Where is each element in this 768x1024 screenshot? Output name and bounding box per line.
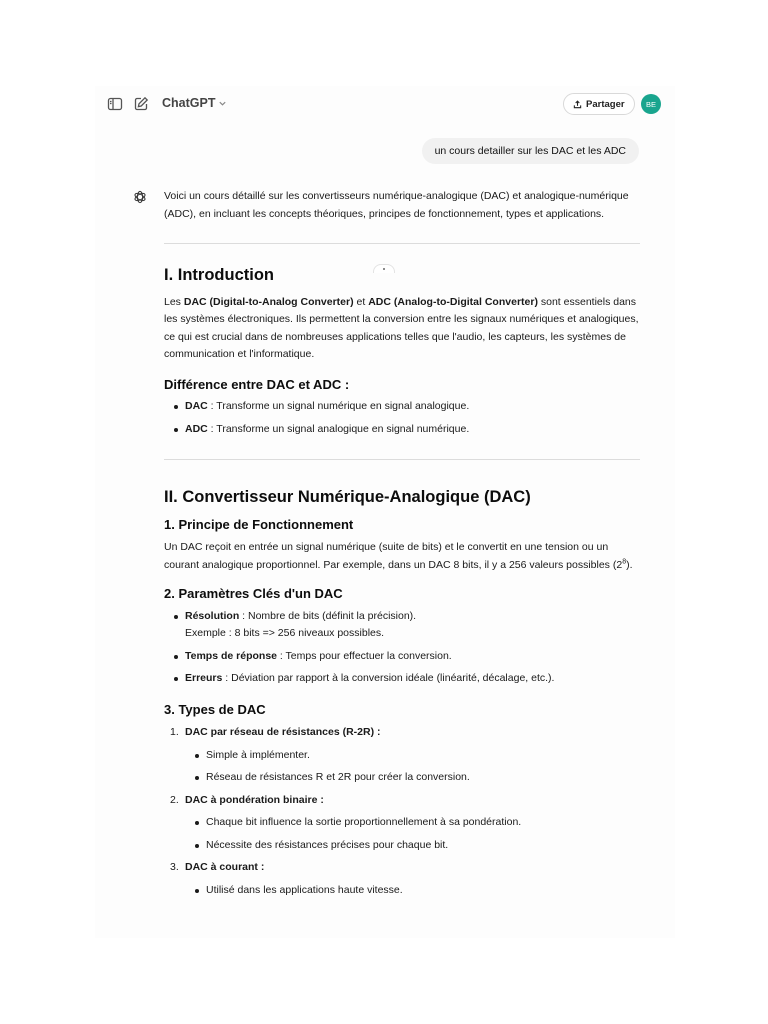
section-title-dac: II. Convertisseur Numérique-Analogique (DAC)	[164, 488, 531, 506]
text: Un DAC reçoit en entrée un signal numérique (suite de bits) et le convertit en une tension ou un courant analogique proportionnel. Par exemple, dans un DAC 8 bits, il y a 256 valeurs possibles (2	[164, 541, 623, 571]
sub-list	[185, 814, 640, 854]
type-name: DAC par réseau de résistances (R-2R) :	[185, 726, 381, 738]
definition: : Transforme un signal numérique en signal analogique.	[207, 400, 470, 412]
list-item: Utilisé dans les applications haute vitesse.	[185, 882, 640, 900]
item-number: 1.	[170, 726, 179, 738]
model-selector[interactable]	[162, 96, 227, 110]
avatar[interactable]: BE	[641, 94, 661, 114]
subsection-title-difference: Différence entre DAC et ADC :	[164, 376, 350, 392]
scroll-to-bottom-button[interactable]	[373, 264, 395, 273]
share-button[interactable]	[563, 93, 635, 115]
list-item	[164, 792, 640, 855]
list-item: Simple à implémenter.	[185, 747, 640, 765]
term: ADC	[185, 422, 208, 435]
list-item	[164, 608, 640, 643]
subsection-title-types: 3. Types de DAC	[164, 701, 266, 717]
term: Temps de réponse	[185, 649, 277, 662]
list-item: Réseau de résistances R et 2R pour créer la conversion.	[185, 769, 640, 787]
item-number: 2.	[170, 793, 179, 806]
definition: : Déviation par rapport à la conversion idéale (linéarité, décalage, etc.).	[222, 672, 555, 684]
share-icon	[573, 100, 582, 109]
term: Résolution	[185, 609, 240, 622]
type-name: DAC à pondération binaire :	[185, 793, 324, 806]
model-name-label: ChatGPT	[162, 96, 216, 110]
list-item	[164, 859, 640, 899]
assistant-message	[164, 188, 640, 899]
item-number: 3.	[170, 861, 179, 873]
principle-paragraph	[164, 539, 640, 574]
user-message: un cours detailler sur les DAC et les ADC	[422, 138, 639, 164]
subsection-title-principle: 1. Principe de Fonctionnement	[164, 516, 354, 532]
dac-types-list	[164, 724, 640, 899]
section-title-introduction: I. Introduction	[164, 266, 274, 284]
sub-list	[185, 882, 640, 900]
top-bar	[95, 86, 675, 122]
definition: : Nombre de bits (définit la précision).	[239, 609, 417, 622]
list-item	[164, 724, 640, 787]
term: Erreurs	[185, 672, 223, 684]
chevron-down-icon	[218, 99, 227, 108]
divider	[164, 459, 640, 460]
text: sont essentiels dans les systèmes électroniques. Ils permettent la conversion entre les signaux numériques et analogiques, ce qui est crucial dans de nombreuses applications telles que l'audio, les capteurs, les systèmes de communication et l'informatique.	[164, 295, 639, 360]
chatgpt-logo-icon	[133, 190, 147, 204]
divider	[164, 243, 640, 244]
type-name: DAC à courant :	[185, 861, 265, 873]
text: Les	[164, 295, 184, 308]
intro-paragraph: Voici un cours détaillé sur les convertisseurs numérique-analogique (DAC) et analogique-numérique (ADC), en incluant les concepts théoriques, principes de fonctionnement, types et applications.	[164, 190, 629, 220]
list-item: Nécessite des résistances précises pour chaque bit.	[185, 837, 640, 855]
text: et	[353, 295, 369, 308]
introduction-paragraph	[164, 294, 640, 364]
subsection-title-parameters: 2. Paramètres Clés d'un DAC	[164, 586, 343, 601]
difference-list	[164, 398, 640, 438]
bold-text: ADC (Analog-to-Digital Converter)	[368, 295, 538, 308]
new-chat-icon[interactable]	[133, 96, 149, 112]
list-item	[164, 670, 640, 688]
definition: : Transforme un signal analogique en signal numérique.	[207, 422, 470, 435]
list-item	[164, 421, 640, 439]
list-item: Chaque bit influence la sortie proportionnellement à sa pondération.	[185, 814, 640, 832]
text: ).	[626, 558, 633, 571]
dot-icon	[383, 268, 385, 270]
sub-list	[185, 747, 640, 787]
parameters-list	[164, 608, 640, 688]
example-text: Exemple : 8 bits => 256 niveaux possibles.	[185, 627, 385, 639]
definition: : Temps pour effectuer la conversion.	[277, 649, 452, 662]
list-item	[164, 648, 640, 666]
term: DAC	[185, 400, 208, 412]
chat-screen	[95, 86, 675, 938]
share-label: Partager	[586, 98, 625, 110]
list-item	[164, 398, 640, 416]
superscript: 8	[622, 558, 627, 565]
bold-text: DAC (Digital-to-Analog Converter)	[183, 295, 354, 308]
sidebar-toggle-icon[interactable]	[107, 96, 123, 112]
